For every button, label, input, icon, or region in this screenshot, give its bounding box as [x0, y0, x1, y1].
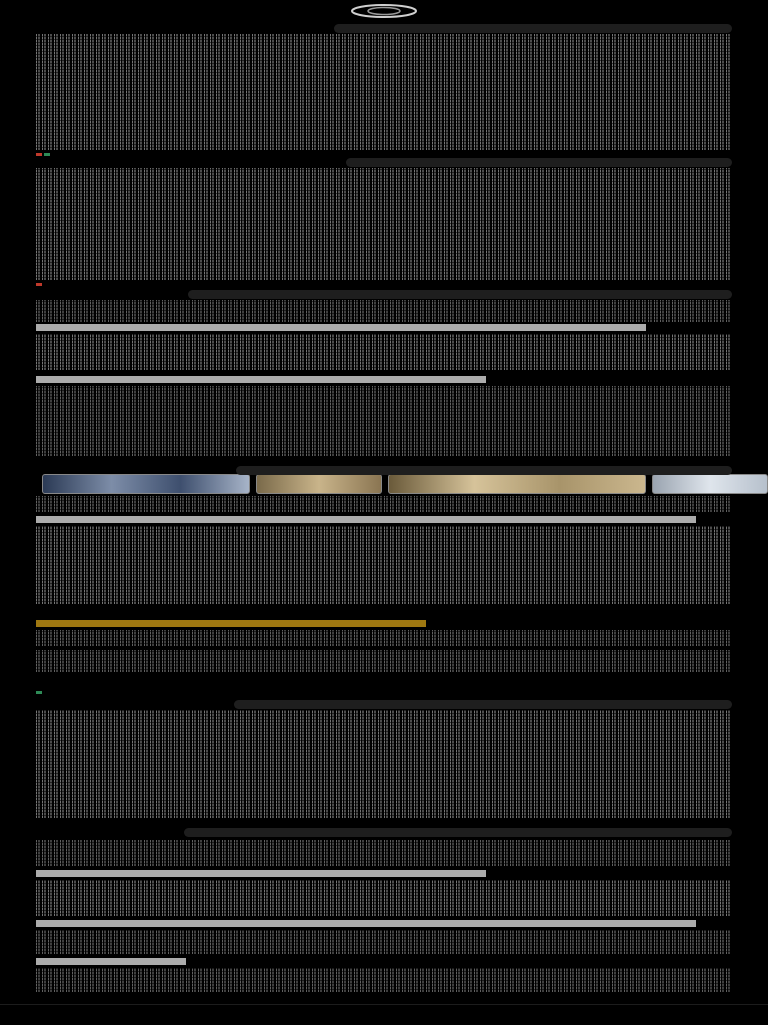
thread-text-block-2	[36, 168, 732, 280]
thread-2	[36, 158, 732, 288]
thread-title-6[interactable]	[184, 828, 732, 837]
thread-meta-1	[36, 150, 52, 158]
thread-text-block-6a	[36, 840, 732, 866]
thread-1	[36, 24, 732, 160]
thread-text-block-4d	[36, 650, 732, 672]
thread-meta-4	[36, 688, 44, 696]
thread-text-block-6c	[36, 930, 732, 954]
thread-text-block-1	[36, 34, 732, 150]
footer	[0, 1004, 768, 1025]
thread-subheading-6a	[36, 870, 486, 877]
thread-title-5[interactable]	[234, 700, 732, 709]
thread-subheading-4a	[36, 516, 696, 523]
site-logo-icon[interactable]	[336, 3, 432, 19]
thread-4	[36, 466, 732, 698]
thread-subheading-4b	[36, 620, 426, 627]
thread-title-3[interactable]	[188, 290, 732, 299]
thread-text-block-6b	[36, 880, 732, 916]
thread-text-block-3c	[36, 386, 732, 456]
thread-subheading-6b	[36, 920, 696, 927]
thread-text-block-4c	[36, 630, 732, 646]
thread-text-block-4a	[36, 496, 732, 512]
thread-title-1[interactable]	[334, 24, 732, 33]
thread-text-block-3a	[36, 300, 732, 322]
thread-subheading-3b	[36, 376, 486, 383]
thread-subheading-3a	[36, 324, 646, 331]
thread-5	[36, 700, 732, 828]
thread-3	[36, 290, 732, 468]
thread-title-2[interactable]	[346, 158, 732, 167]
thread-text-block-5	[36, 710, 732, 818]
thread-6	[36, 828, 732, 996]
thread-text-block-6d	[36, 968, 732, 992]
thread-meta-2	[36, 280, 44, 288]
thread-text-block-4b	[36, 526, 732, 604]
thread-text-block-3b	[36, 334, 732, 370]
thread-title-4[interactable]	[236, 466, 732, 475]
thread-subheading-6c	[36, 958, 186, 965]
